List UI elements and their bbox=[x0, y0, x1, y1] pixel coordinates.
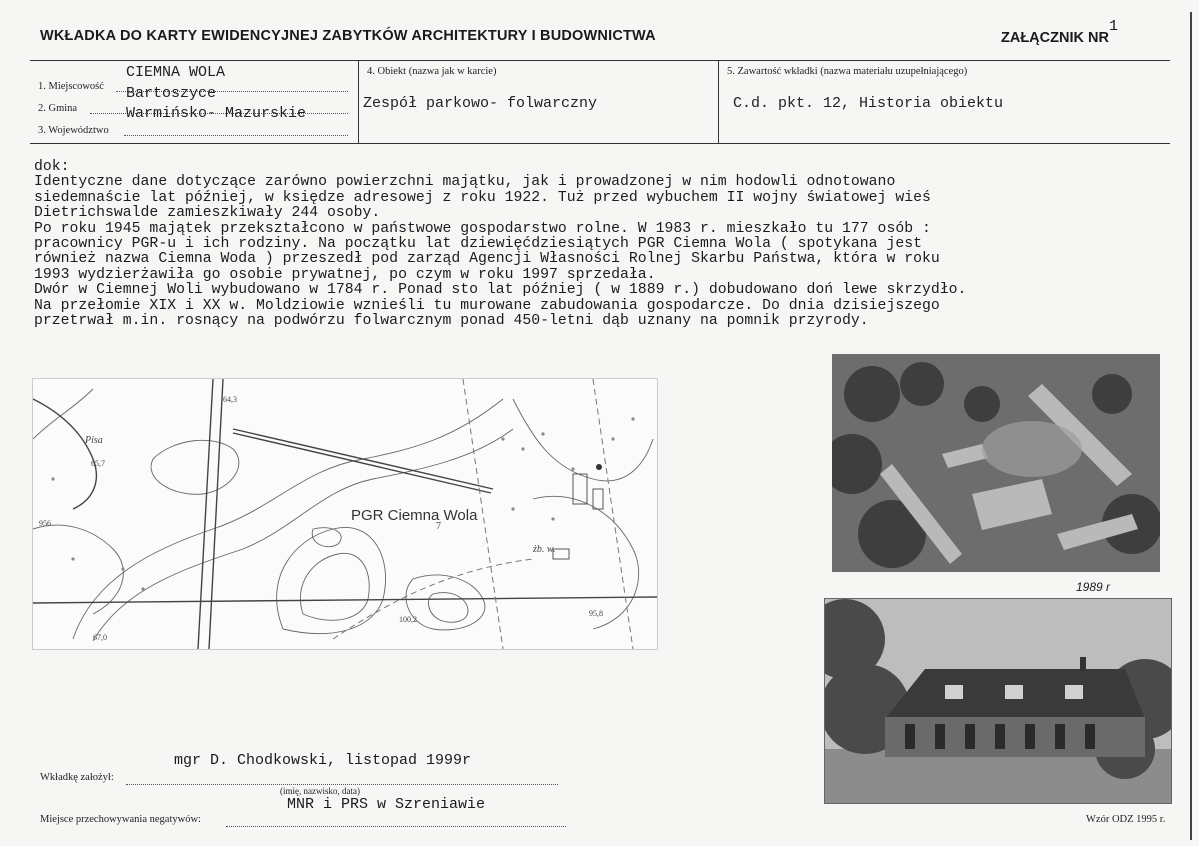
map-sub-label: żb. w. bbox=[533, 544, 556, 555]
storage-value: MNR i PRS w Szreniawie bbox=[287, 796, 486, 813]
municipality-value: Bartoszyce bbox=[126, 85, 217, 102]
manor-photo-drawing bbox=[825, 599, 1171, 803]
municipality-label: 2. Gmina bbox=[38, 103, 78, 114]
text-line: również nazwa Ciemna Woda ) przeszedł pod zarząd Agencji Własności Rolnej Skarbu Państwa, która w roku bbox=[34, 251, 940, 268]
insert-content-cell bbox=[718, 61, 1171, 143]
text-line: dok: bbox=[34, 159, 70, 175]
creator-dots bbox=[126, 784, 558, 785]
photo-year: 1989 r bbox=[1076, 580, 1111, 594]
town-label: 1. Miejscowość bbox=[38, 81, 104, 92]
header-fields-table bbox=[30, 60, 1170, 144]
map-spot-height: 100,2 bbox=[399, 615, 417, 624]
map-place-label: PGR Ciemna Wola bbox=[351, 507, 478, 524]
author-value: mgr D. Chodkowski, listopad 1999r bbox=[174, 752, 472, 769]
insert-content-value: C.d. pkt. 12, Historia obiektu bbox=[733, 95, 1004, 112]
text-line: siedemnaście lat później, w księdze adresowej z roku 1922. Tuż przed wybuchem II wojny światowej wieś bbox=[34, 189, 931, 206]
aerial-photo bbox=[832, 354, 1160, 572]
voivodeship-label: 3. Województwo bbox=[38, 125, 109, 136]
aerial-photo-drawing bbox=[832, 354, 1160, 572]
form-title: WKŁADKA DO KARTY EWIDENCYJNEJ ZABYTKÓW ARCHITEKTURY I BUDOWNICTWA bbox=[40, 28, 656, 44]
map-spot-height: 64,3 bbox=[223, 395, 237, 404]
storage-label: Miejsce przechowywania negatywów: bbox=[40, 814, 201, 825]
map-drawing bbox=[33, 379, 657, 649]
text-line: Dietrichswalde zamieszkiwały 244 osoby. bbox=[34, 205, 381, 222]
text-line: Dwór w Ciemnej Woli wybudowano w 1784 r. Ponad sto lat później ( w 1889 r.) dobudowano doń lewe skrzydło. bbox=[34, 282, 967, 299]
map-spot-height: 95,8 bbox=[589, 609, 603, 618]
object-value: Zespół parkowo- folwarczny bbox=[363, 95, 598, 112]
text-line: Na przełomie XIX i XX w. Moldziowie wznieśli tu murowane zabudowania gospodarcze. Do dnia dzisiejszego bbox=[34, 297, 940, 314]
voivodeship-value: Warmińsko- Mazurskie bbox=[126, 105, 307, 122]
text-line: Po roku 1945 majątek przekształcono w państwowe gospodarstwo rolne. W 1983 r. mieszkało tu 177 osób : bbox=[34, 220, 931, 237]
town-value: CIEMNA WOLA bbox=[126, 64, 226, 81]
manor-photo bbox=[824, 598, 1172, 804]
location-cell bbox=[30, 61, 358, 143]
topographic-map bbox=[32, 378, 658, 650]
text-line: przetrwał m.in. rosnący na podwórzu folwarcznym ponad 450-letni dąb uznany na pomnik przyrody. bbox=[34, 313, 869, 330]
annex-number: 1 bbox=[1108, 18, 1118, 35]
map-spot-height: 65,7 bbox=[91, 459, 105, 468]
map-spot-height: 956 bbox=[39, 519, 51, 528]
text-line: 1993 wydzierżawiła go osobie prywatnej, po czym w roku 1997 sprzedała. bbox=[34, 266, 656, 283]
storage-dots bbox=[226, 826, 566, 827]
form-id: Wzór ODZ 1995 r. bbox=[1086, 814, 1166, 825]
creator-sub-label: (imię, nazwisko, data) bbox=[280, 786, 360, 796]
text-line: pracownicy PGR-u i ich rodziny. Na początku lat dziewięćdziesiątych PGR Ciemna Wola ( spotykana jest bbox=[34, 236, 922, 253]
history-text bbox=[34, 160, 1154, 329]
map-grid-number: 7 bbox=[436, 521, 441, 532]
object-cell bbox=[358, 61, 719, 143]
object-label: 4. Obiekt (nazwa jak w karcie) bbox=[367, 66, 497, 77]
annex-label-text: ZAŁĄCZNIK NR bbox=[1001, 29, 1109, 46]
insert-content-label: 5. Zawartość wkładki (nazwa materiału uzupełniającego) bbox=[727, 66, 968, 77]
map-river-label: Pisa bbox=[85, 435, 103, 446]
creator-label: Wkładkę założył: bbox=[40, 772, 114, 783]
text-line: Identyczne dane dotyczące zarówno powierzchni majątku, jak i prowadzonej w nim hodowli odnotowano bbox=[34, 174, 896, 191]
annex-label bbox=[1001, 18, 1118, 46]
voivodeship-dots bbox=[124, 135, 348, 136]
map-spot-height: 67,0 bbox=[93, 633, 107, 642]
